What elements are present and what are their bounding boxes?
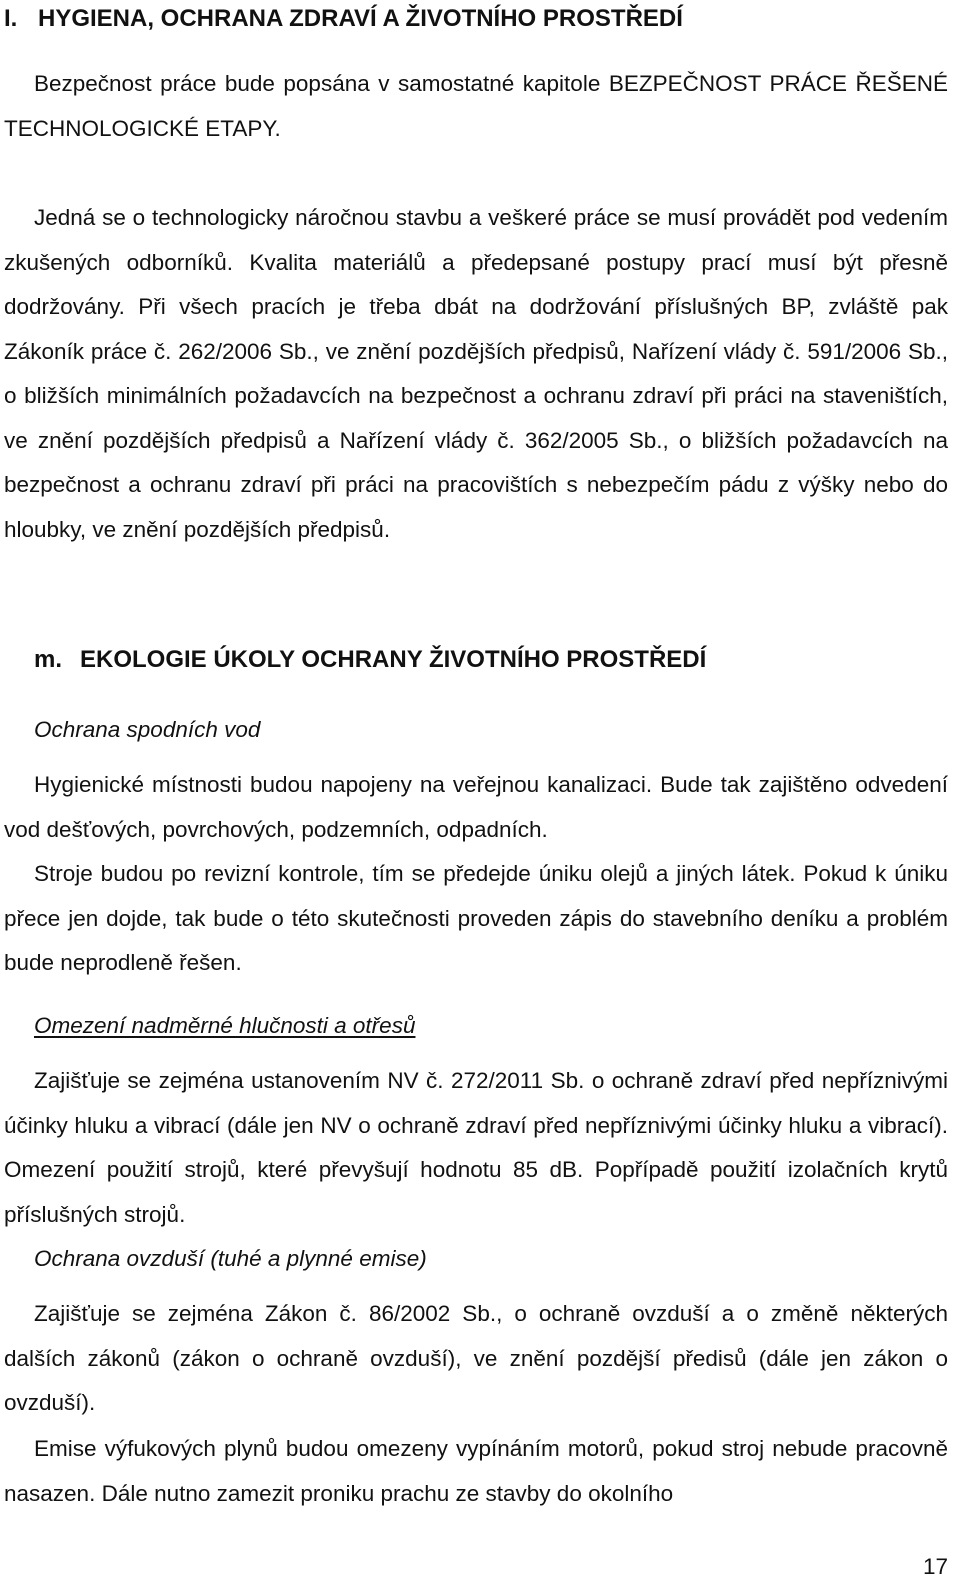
paragraph-hlucnost: Zajišťuje se zejména ustanovením NV č. 272/2011 Sb. o ochraně zdraví před nepříznivými účinky hluku a vibrací (dále jen NV o ochraně zdraví před nepříznivými účinky hluku a vibrací). Omezení použití strojů, které převyšují hodnotu 85 dB. Popřípadě použití izolačních krytů příslušných strojů. [4, 1068, 948, 1227]
section-m-number: m. [34, 646, 63, 673]
subsection-title-spodni-vody: Ochrana spodních vod [34, 717, 261, 742]
subsection-title-hlucnost [34, 1011, 415, 1041]
paragraph-ovzdusi-2: Emise výfukových plynů budou omezeny vypínáním motorů, pokud stroj nebude pracovně nasazen. Dále nutno zamezit proniku prachu ze stavby do okolního [4, 1436, 948, 1506]
section-i-number: I. [4, 5, 18, 32]
paragraph-technologie: Jedná se o technologicky náročnou stavbu a veškeré práce se musí provádět pod vedením zkušených odborníků. Kvalita materiálů a předepsané postupy prací musí být přesně dodržovány. Při všech pracích je třeba dbát na dodržování příslušných BP, zvláště pak Zákoník práce č. 262/2006 Sb., ve znění pozdějších předpisů, Nařízení vlády č. 591/2006 Sb., o bližších minimálních požadavcích na bezpečnost a ochranu zdraví při práci na staveništích, ve znění pozdějších předpisů a Nařízení vlády č. 362/2005 Sb., o bližších požadavcích na bezpečnost a ochranu zdraví při práci na pracovištích s nebezpečím pádu z výšky nebo do hloubky, ve znění pozdějších předpisů. [4, 205, 948, 542]
subsection-title-ovzdusi: Ochrana ovzduší (tuhé a plynné emise) [34, 1246, 427, 1271]
section-m-title: EKOLOGIE ÚKOLY OCHRANY ŽIVOTNÍHO PROSTŘEDÍ [80, 646, 707, 673]
section-i-title: HYGIENA, OCHRANA ZDRAVÍ A ŽIVOTNÍHO PROSTŘEDÍ [38, 5, 683, 32]
page-number: 17 [922, 1554, 948, 1579]
section-m-heading [4, 645, 706, 675]
paragraph-spodni-vody-1: Hygienické místnosti budou napojeny na veřejnou kanalizaci. Bude tak zajištěno odvedení vod dešťových, povrchových, podzemních, odpadních. [4, 772, 948, 842]
section-i-heading [4, 4, 683, 34]
paragraph-ovzdusi-1: Zajišťuje se zejména Zákon č. 86/2002 Sb., o ochraně ovzduší a o změně některých dalších zákonů (zákon o ochraně ovzduší), ve znění pozdější předisů (dále jen zákon o ovzduší). [4, 1301, 948, 1415]
paragraph-bezpecnost: Bezpečnost práce bude popsána v samostatné kapitole BEZPEČNOST PRÁCE ŘEŠENÉ TECHNOLOGICKÉ ETAPY. [4, 71, 948, 141]
subsection-title-hlucnost-text: Omezení nadměrné hlučnosti a otřesů [34, 1013, 416, 1038]
paragraph-spodni-vody-2: Stroje budou po revizní kontrole, tím se předejde úniku olejů a jiných látek. Pokud k úniku přece jen dojde, tak bude o této skutečnosti proveden zápis do stavebního deníku a problém bude neprodleně řešen. [4, 861, 948, 975]
